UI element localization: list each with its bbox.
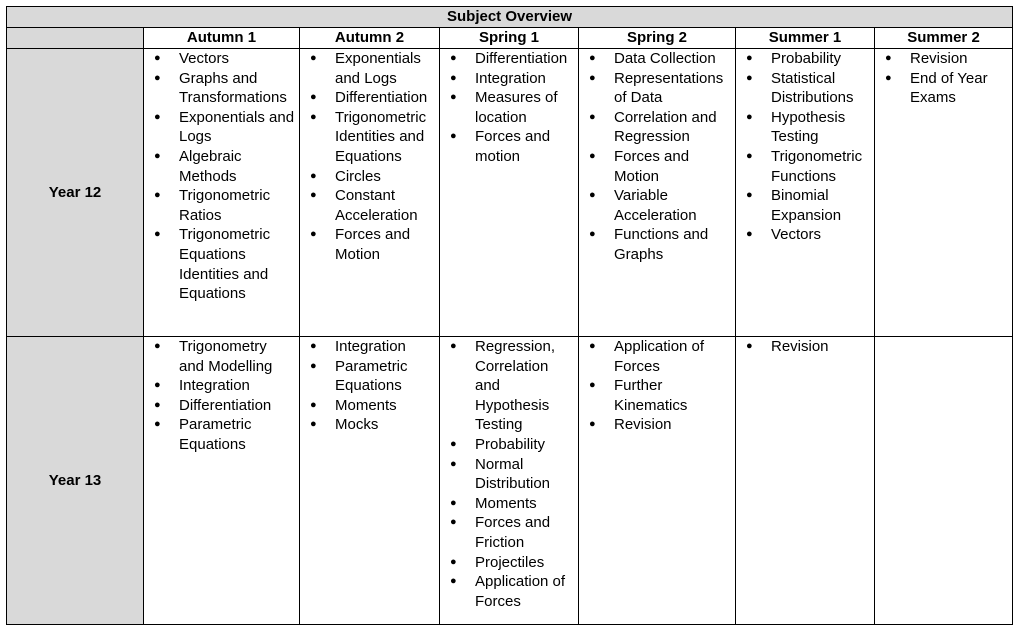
- column-header: Autumn 2: [300, 28, 440, 49]
- column-header: Summer 1: [736, 28, 875, 49]
- topic-item: ● Exponentials and Logs: [144, 108, 299, 147]
- year-label: Year 13: [7, 337, 144, 625]
- topic-item: ● Binomial Expansion: [736, 186, 874, 225]
- topic-item: ● Integration: [144, 376, 299, 396]
- topic-item: ● Forces and Motion: [579, 147, 735, 186]
- topic-item: ● Trigonometric Identities and Equations: [300, 108, 439, 167]
- topic-item: ● Further Kinematics: [579, 376, 735, 415]
- topic-cell: [579, 337, 736, 625]
- topic-item: ● Probability: [736, 49, 874, 69]
- topic-cell: [736, 49, 875, 337]
- topic-item: ● Algebraic Methods: [144, 147, 299, 186]
- topic-item: ● Trigonometric Functions: [736, 147, 874, 186]
- topic-item: ● Functions and Graphs: [579, 225, 735, 264]
- topic-item: ● Measures of location: [440, 88, 578, 127]
- topic-item: ● Graphs and Transformations: [144, 69, 299, 108]
- topic-cell: [300, 337, 440, 625]
- topic-cell: [440, 49, 579, 337]
- topic-item: ● Representations of Data: [579, 69, 735, 108]
- topic-item: ● Data Collection: [579, 49, 735, 69]
- topic-item: ● Trigonometry and Modelling: [144, 337, 299, 376]
- topic-cell: [440, 337, 579, 625]
- corner-cell: [7, 28, 144, 49]
- topic-item: ● Differentiation: [144, 396, 299, 416]
- topic-cell: [736, 337, 875, 625]
- topic-item: ● Correlation and Regression: [579, 108, 735, 147]
- topic-item: ● Integration: [440, 69, 578, 89]
- topic-item: ● Mocks: [300, 415, 439, 435]
- topic-item: ● Normal Distribution: [440, 455, 578, 494]
- topic-item: ● Statistical Distributions: [736, 69, 874, 108]
- topic-item: ● Circles: [300, 167, 439, 187]
- column-header: Spring 2: [579, 28, 736, 49]
- topic-cell: [875, 49, 1013, 337]
- topic-item: ● Parametric Equations: [300, 357, 439, 396]
- topic-cell: [144, 49, 300, 337]
- topic-cell: [579, 49, 736, 337]
- subject-overview-table: [6, 6, 1013, 625]
- topic-item: ● Revision: [736, 337, 874, 357]
- topic-item: ● Trigonometric Equations Identities and Equations: [144, 225, 299, 303]
- topic-item: ● Projectiles: [440, 553, 578, 573]
- column-header: Summer 2: [875, 28, 1013, 49]
- topic-item: ● Revision: [579, 415, 735, 435]
- topic-item: ● Trigonometric Ratios: [144, 186, 299, 225]
- topic-item: ● Exponentials and Logs: [300, 49, 439, 88]
- year-label: Year 12: [7, 49, 144, 337]
- table-title: Subject Overview: [7, 7, 1013, 28]
- topic-item: ● Moments: [300, 396, 439, 416]
- topic-item: ● Variable Acceleration: [579, 186, 735, 225]
- table-row: [7, 337, 1013, 625]
- topic-item: ● Hypothesis Testing: [736, 108, 874, 147]
- topic-cell: [875, 337, 1013, 625]
- topic-item: ● Regression, Correlation and Hypothesis Testing: [440, 337, 578, 435]
- topic-item: ● Constant Acceleration: [300, 186, 439, 225]
- topic-item: ● Differentiation: [300, 88, 439, 108]
- topic-item: ● Revision: [875, 49, 1012, 69]
- topic-item: ● Forces and Motion: [300, 225, 439, 264]
- topic-item: ● Moments: [440, 494, 578, 514]
- topic-item: ● Forces and Friction: [440, 513, 578, 552]
- topic-item: ● Differentiation: [440, 49, 578, 69]
- topic-item: ● Forces and motion: [440, 127, 578, 166]
- topic-cell: [300, 49, 440, 337]
- topic-item: ● Application of Forces: [440, 572, 578, 611]
- topic-item: ● Parametric Equations: [144, 415, 299, 454]
- column-header: Spring 1: [440, 28, 579, 49]
- column-header: Autumn 1: [144, 28, 300, 49]
- topic-cell: [144, 337, 300, 625]
- topic-item: ● Vectors: [144, 49, 299, 69]
- topic-item: ● Vectors: [736, 225, 874, 245]
- topic-item: ● End of Year Exams: [875, 69, 1012, 108]
- table-row: [7, 49, 1013, 337]
- topic-item: ● Application of Forces: [579, 337, 735, 376]
- topic-item: ● Integration: [300, 337, 439, 357]
- header-row: [7, 28, 1013, 49]
- topic-item: ● Probability: [440, 435, 578, 455]
